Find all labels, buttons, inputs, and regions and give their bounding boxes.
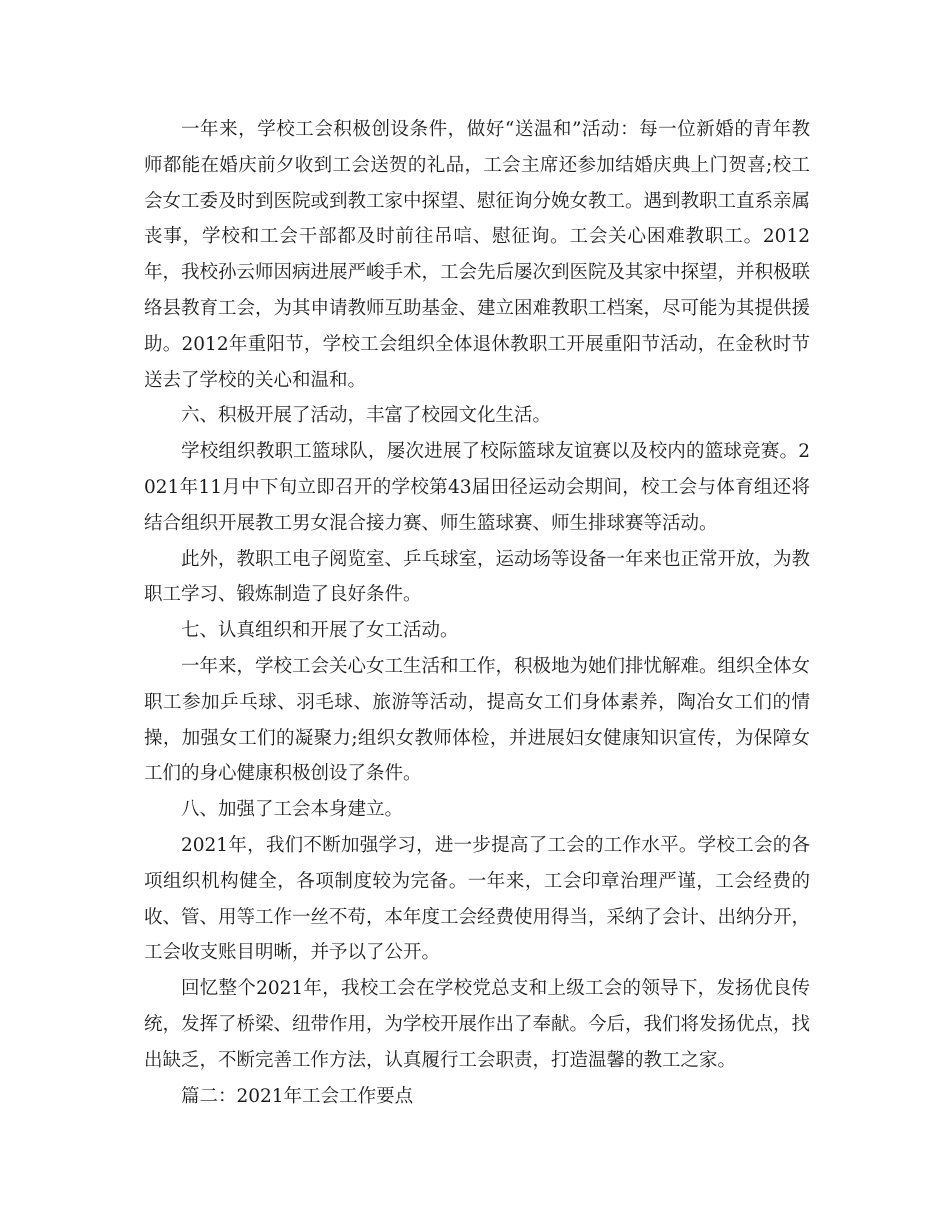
heading-part-two: 篇二：2021年工会工作要点	[181, 1085, 414, 1107]
document-page	[144, 112, 810, 1114]
paragraph-basketball: 学校组织教职工篮球队，屡次进展了校际篮球友谊赛以及校内的篮球竞赛。2021年11月中下旬立即召开的学校第43届田径运动会期间，校工会与体育组还将结合组织开展教工男女混合接力赛、师生篮球赛、师生排球赛等活动。	[144, 441, 810, 534]
paragraph-care-activities: 一年来，学校工会积极创设条件，做好“送温和”活动：每一位新婚的青年教师都能在婚庆前夕收到工会送贺的礼品，工会主席还参加结婚庆典上门贺喜;校工会女工委及时到医院或到教工家中探望、慰征询分娩女教工。遇到教职工直系亲属丧事，学校和工会干部都及时前往吊唁、慰征询。工会关心困难教职工。2012年，我校孙云师因病进展严峻手术，工会先后屡次到医院及其家中探望，并积极联络县教育工会，为其申请教师互助基金、建立困难教职工档案，尽可能为其提供援助。2012年重阳节，学校工会组织全体退休教职工开展重阳节活动，在金秋时节送去了学校的关心和温和。	[144, 119, 811, 391]
heading-section-six: 六、积极开展了活动，丰富了校园文化生活。	[181, 405, 552, 427]
paragraph-year-review: 回忆整个2021年，我校工会在学校党总支和上级工会的领导下，发扬优良传统，发挥了桥梁、纽带作用，为学校开展作出了奉献。今后，我们将发扬优点，找出缺乏，不断完善工作方法，认真履行工会职责，打造温馨的教工之家。	[144, 978, 811, 1071]
heading-section-eight: 八、加强了工会本身建立。	[181, 799, 404, 821]
paragraph-union-building: 2021年，我们不断加强学习，进一步提高了工会的工作水平。学校工会的各项组织机构健全，各项制度较为完备。一年来，工会印章治理严谨，工会经费的收、管、用等工作一丝不苟，本年度工会经费使用得当，采纳了会计、出纳分开，工会收支账目明晰，并予以了公开。	[144, 834, 811, 964]
paragraph-facilities: 此外，教职工电子阅览室、乒乓球室，运动场等设备一年来也正常开放，为教职工学习、锻炼制造了良好条件。	[144, 548, 811, 606]
heading-section-seven: 七、认真组织和开展了女工活动。	[181, 620, 459, 642]
paragraph-female-workers: 一年来，学校工会关心女工生活和工作，积极地为她们排忧解难。组织全体女职工参加乒乓球、羽毛球、旅游等活动，提高女工们身体素养，陶冶女工们的情操，加强女工们的凝聚力;组织女教师体检，并进展妇女健康知识宣传，为保障女工们的身心健康积极创设了条件。	[144, 655, 811, 785]
